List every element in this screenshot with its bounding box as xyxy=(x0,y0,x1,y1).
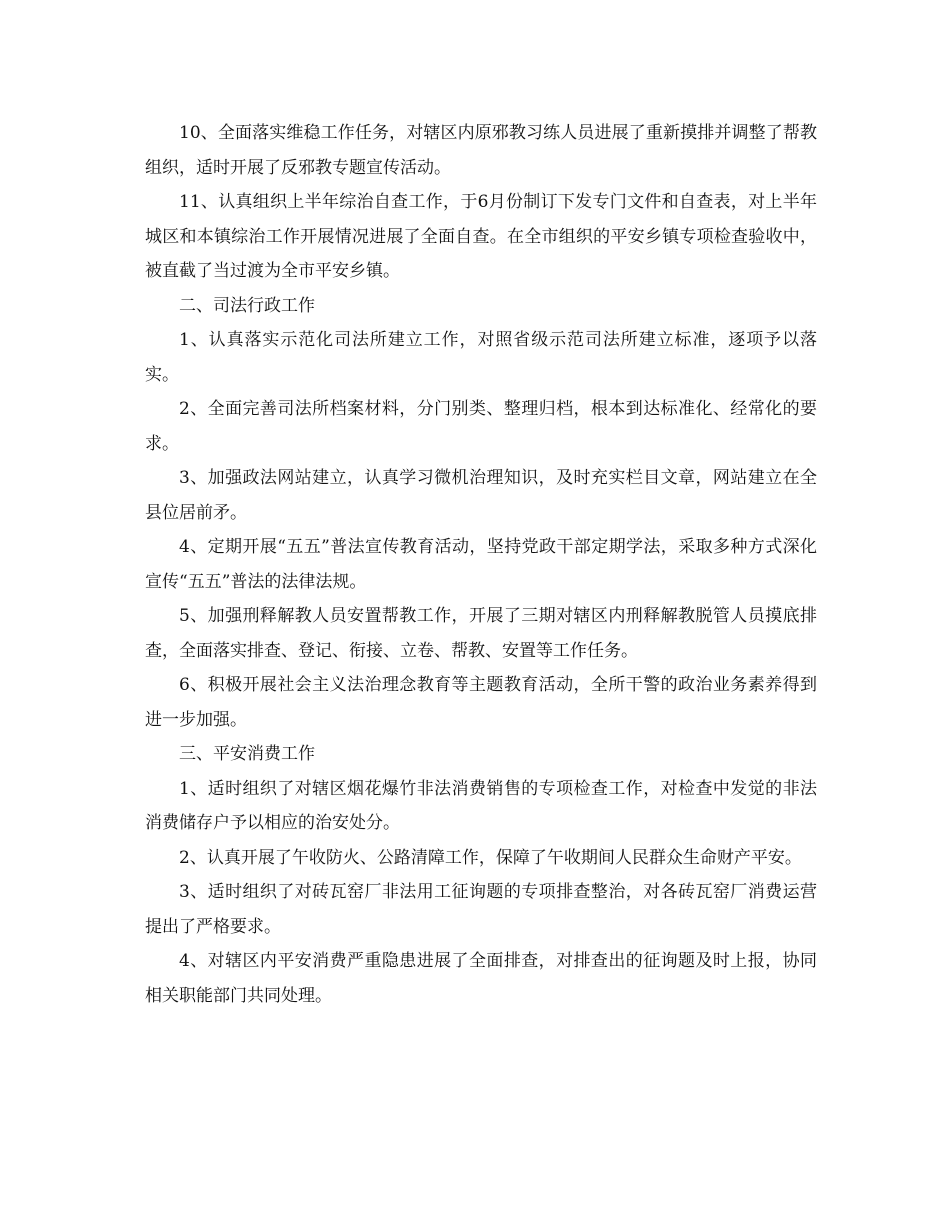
paragraph-safety-4: 4、对辖区内平安消费严重隐患进展了全面排查，对排查出的征询题及时上报，协同相关职能部门共同处理。 xyxy=(145,951,817,1006)
paragraph-judicial-2: 2、全面完善司法所档案材料，分门别类、整理归档，根本到达标准化、经常化的要求。 xyxy=(145,399,817,454)
paragraph-judicial-1: 1、认真落实示范化司法所建立工作，对照省级示范司法所建立标准，逐项予以落实。 xyxy=(145,330,817,385)
paragraph-judicial-4: 4、定期开展“五五”普法宣传教育活动，坚持党政干部定期学法，采取多种方式深化宣传“五五”普法的法律法规。 xyxy=(145,537,817,592)
paragraph-safety-2: 2、认真开展了午收防火、公路清障工作，保障了午收期间人民群众生命财产平安。 xyxy=(179,847,802,868)
paragraph-item-10: 10、全面落实维稳工作任务，对辖区内原邪教习练人员进展了重新摸排并调整了帮教组织，适时开展了反邪教专题宣传活动。 xyxy=(145,123,817,178)
section-heading-judicial-administration: 二、司法行政工作 xyxy=(179,295,315,316)
paragraph-safety-1: 1、适时组织了对辖区烟花爆竹非法消费销售的专项检查工作，对检查中发觉的非法消费储存户予以相应的治安处分。 xyxy=(145,778,817,833)
paragraph-judicial-6: 6、积极开展社会主义法治理念教育等主题教育活动，全所干警的政治业务素养得到进一步加强。 xyxy=(145,675,817,730)
paragraph-judicial-5: 5、加强刑释解教人员安置帮教工作，开展了三期对辖区内刑释解教脱管人员摸底排查，全面落实排查、登记、衔接、立卷、帮教、安置等工作任务。 xyxy=(145,606,817,661)
document-body xyxy=(145,116,817,1013)
paragraph-safety-3: 3、适时组织了对砖瓦窑厂非法用工征询题的专项排查整治，对各砖瓦窑厂消费运营提出了严格要求。 xyxy=(145,882,817,937)
paragraph-item-11: 11、认真组织上半年综治自查工作，于6月份制订下发专门文件和自查表，对上半年城区和本镇综治工作开展情况进展了全面自查。在全市组织的平安乡镇专项检查验收中，被直截了当过渡为全市平安乡镇。 xyxy=(145,192,817,281)
section-heading-safe-production: 三、平安消费工作 xyxy=(179,744,315,764)
paragraph-judicial-3: 3、加强政法网站建立，认真学习微机治理知识，及时充实栏目文章，网站建立在全县位居前矛。 xyxy=(145,468,817,523)
